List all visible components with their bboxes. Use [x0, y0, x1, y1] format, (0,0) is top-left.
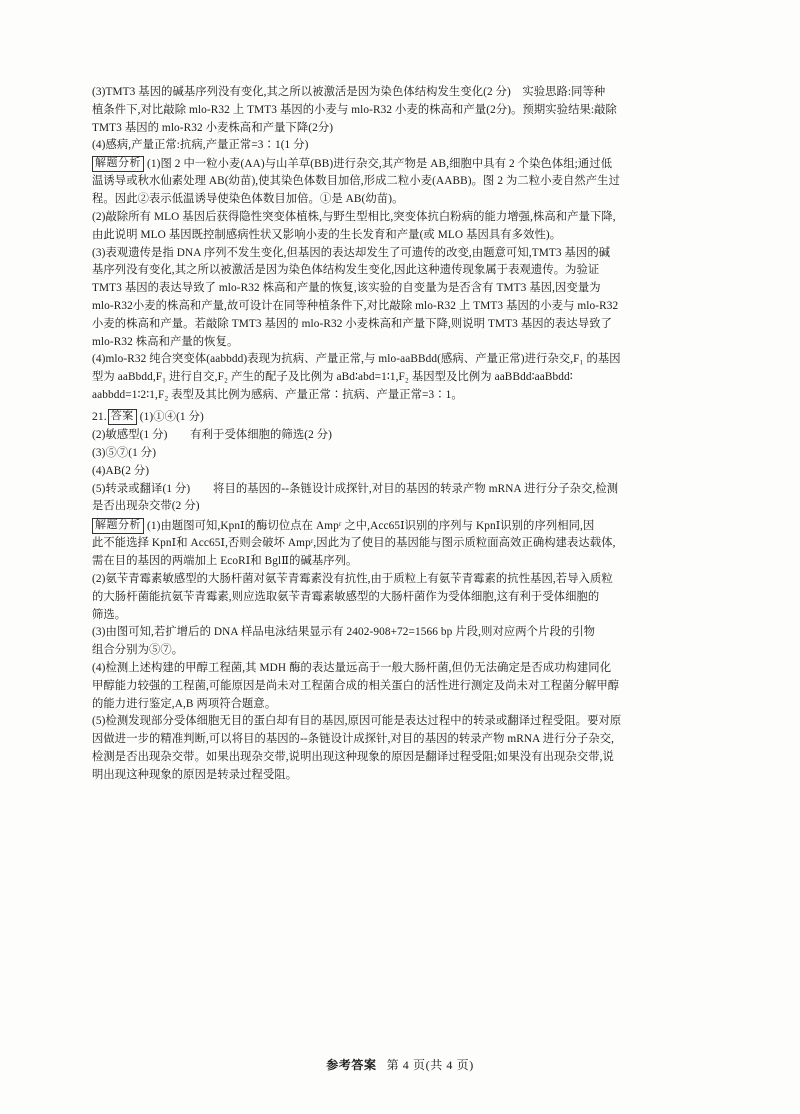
- answer-line: (5)转录或翻译(1 分) 将目的基因的--条链设计成探针,对目的基因的转录产物 mRNA 进行分子杂交,检测: [92, 482, 619, 495]
- analysis-line: (4)检测上述构建的甲醇工程菌,其 MDH 酶的表达量远高于一般大肠杆菌,但仍无法确定是否成功构建同化: [92, 662, 612, 674]
- analysis-line: 筛选。: [92, 608, 127, 621]
- footer-page-number: 第 4 页(共 4 页): [386, 1058, 474, 1072]
- analysis-line: (2)敲除所有 MLO 基因后获得隐性突变体植株,与野生型相比,突变体抗白粉病的能力增强,株高和产量下降,: [92, 211, 616, 224]
- page-content: [92, 84, 712, 785]
- question-21-header: [92, 409, 712, 425]
- analysis-line: 组合分别为⑤⑦。: [92, 644, 184, 657]
- analysis-block-1-first-line: [92, 156, 712, 172]
- answer-line: 是否出现杂交带(2 分): [92, 500, 200, 513]
- analysis-line: 型为 aaBbdd,F₁ 进行自交,F₂ 产生的配子及比例为 aBd∶abd=1∶1,F₂ 基因型及比例为 aaBBdd∶aaBbdd∶: [92, 371, 573, 384]
- analysis-line: (3)由图可知,若扩增后的 DNA 样品电泳结果显示有 2402-908+72=1566 bp 片段,则对应两个片段的引物: [92, 626, 596, 639]
- analysis-line: 温诱导或秋水仙素处理 AB(幼苗),使其染色体数目加倍,形成二粒小麦(AABB)。图 2 为二粒小麦自然产生过: [92, 175, 620, 188]
- analysis-line: 的能力进行鉴定,A,B 两项符合题意。: [92, 697, 277, 710]
- analysis-line: (2)氨苄青霉素敏感型的大肠杆菌对氨苄青霉素没有抗性,由于质粒上有氨苄青霉素的抗性基因,若导入质粒: [92, 573, 613, 586]
- analysis-line: 甲醇能力较强的工程菌,可能原因是尚未对工程菌合成的相关蛋白的活性进行测定及尚未对工程菌分解甲醇: [92, 679, 620, 692]
- analysis-line: 基序列没有变化,其之所以被激活是因为染色体结构发生变化,因此这种遗传现象属于表观遗传。为验证: [92, 264, 600, 277]
- analysis-badge: 解题分析: [92, 156, 144, 172]
- answer-line: (4)AB(2 分): [92, 464, 150, 477]
- analysis-line: (1)由题图可知,KpnⅠ的酶切位点在 Ampʳ 之中,Acc65Ⅰ识别的序列与 KpnⅠ识别的序列相同,因: [147, 519, 595, 532]
- analysis-line: 此不能选择 KpnⅠ和 Acc65Ⅰ,否则会破坏 Ampʳ,因此为了使目的基因能与图示质粒面高效正确构建表达载体,: [92, 537, 616, 550]
- analysis-line: 的大肠杆菌能抗氨苄青霉素,则应选取氨苄青霉素敏感型的大肠杆菌作为受体细胞,这有利于受体细胞的: [92, 590, 600, 603]
- analysis-line: 因做进一步的精准判断,可以将目的基因的--条链设计成探针,对目的基因的转录产物 mRNA 进行分子杂交,: [92, 733, 615, 746]
- page-footer: [0, 1056, 800, 1073]
- analysis-line: aabbdd=1∶2∶1,F₂ 表型及其比例为感病、产量正常∶抗病、产量正常=3∶1。: [92, 389, 463, 402]
- analysis-block-2-first-line: [92, 518, 712, 534]
- analysis-line: TMT3 基因的表达导致了 mlo-R32 株高和产量的恢复,该实验的自变量为是否含有 TMT3 基因,因变量为: [92, 282, 601, 295]
- paragraph-line: (4)感病,产量正常:抗病,产量正常=3∶1(1 分): [92, 139, 309, 152]
- answer-badge: 答案: [108, 409, 137, 425]
- analysis-line: (4)mlo-R32 纯合突变体(aabbdd)表现为抗病、产量正常,与 mlo-aaBBdd(感病、产量正常)进行杂交,F₁ 的基因: [92, 353, 621, 366]
- analysis-line: 由此说明 MLO 基因既控制感病性状又影响小麦的生长发育和产量(或 MLO 基因具有多效性)。: [92, 228, 562, 241]
- analysis-line: 明出现这种现象的原因是转录过程受阻。: [92, 768, 298, 781]
- question-number: 21.: [92, 410, 107, 424]
- paragraph-line: 植条件下,对比敲除 mlo-R32 上 TMT3 基因的小麦与 mlo-R32 小麦的株高和产量(2分)。预期实验结果:敲除: [92, 103, 617, 116]
- analysis-line: 程。因此②表示低温诱导使染色体数目加倍。①是 AB(幼苗)。: [92, 193, 404, 206]
- analysis-line: (3)表观遗传是指 DNA 序列不发生变化,但基因的表达却发生了可遗传的改变,由题意可知,TMT3 基因的碱: [92, 246, 611, 259]
- paragraph-line: TMT3 基因的 mlo-R32 小麦株高和产量下降(2分): [92, 121, 334, 134]
- analysis-line: mlo-R32小麦的株高和产量,故可设计在同等种植条件下,对比敲除 mlo-R32 上 TMT3 基因的小麦与 mlo-R32: [92, 300, 619, 313]
- analysis-line: 检测是否出现杂交带。如果出现杂交带,说明出现这种现象的原因是翻译过程受阻;如果没有出现杂交带,说: [92, 750, 614, 763]
- analysis-line: (5)检测发现部分受体细胞无目的蛋白却有目的基因,原因可能是表达过程中的转录或翻译过程受阻。要对原: [92, 715, 622, 728]
- analysis-line: 需在目的基因的两端加上 EcoRⅠ和 BglⅡ的碱基序列。: [92, 555, 358, 568]
- answer-line: (2)敏感型(1 分) 有利于受体细胞的筛选(2 分): [92, 429, 333, 442]
- answer-line: (3)⑤⑦(1 分): [92, 446, 157, 459]
- paragraph-line: (3)TMT3 基因的碱基序列没有变化,其之所以被激活是因为染色体结构发生变化(2 分) 实验思路:同等种: [92, 86, 606, 98]
- analysis-badge: 解题分析: [92, 518, 144, 534]
- footer-label: 参考答案: [326, 1058, 377, 1072]
- question-21-first-line: (1)①④(1 分): [139, 411, 204, 424]
- analysis-line: mlo-R32 株高和产量的恢复。: [92, 335, 239, 348]
- analysis-line: (1)图 2 中一粒小麦(AA)与山羊草(BB)进行杂交,其产物是 AB,细胞中具有 2 个染色体组;通过低: [147, 157, 613, 170]
- analysis-line: 小麦的株高和产量。若敲除 TMT3 基因的 mlo-R32 小麦株高和产量下降,则说明 TMT3 基因的表达导致了: [92, 317, 613, 330]
